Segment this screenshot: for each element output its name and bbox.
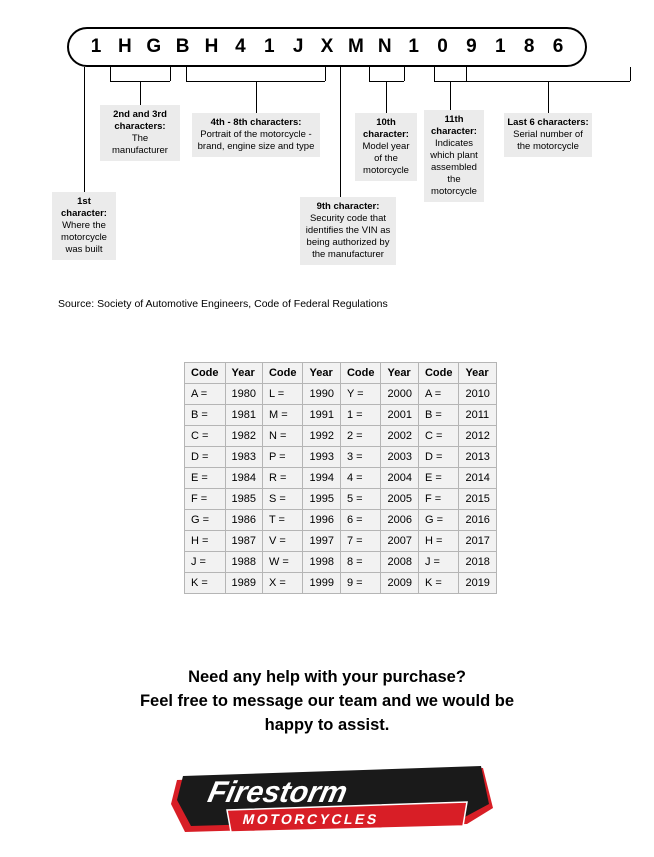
logo-brand-text: Firestorm [205, 776, 351, 809]
leader-tick [404, 67, 405, 81]
vin-character: 4 [235, 36, 246, 57]
cell-code: 1 = [340, 405, 381, 426]
leader-drop [340, 81, 341, 197]
vin-diagram [0, 0, 654, 300]
cell-code: X = [262, 573, 303, 594]
cell-year: 1986 [225, 510, 262, 531]
cell-year: 2011 [459, 405, 496, 426]
callout-first-character [52, 192, 116, 260]
column-header: Code [340, 363, 381, 384]
cell-code: P = [262, 447, 303, 468]
cell-year: 2007 [381, 531, 418, 552]
cell-year: 1992 [303, 426, 340, 447]
callout-title: 10th character: [363, 117, 409, 140]
table-row [185, 468, 497, 489]
leader-tick [170, 67, 171, 81]
vin-character: N [377, 36, 392, 57]
cell-year: 1982 [225, 426, 262, 447]
callout-body: Indicates which plant assembled the motorcycle [430, 138, 478, 197]
cell-year: 2005 [381, 489, 418, 510]
callout-eleventh-character [424, 110, 484, 202]
cell-code: 3 = [340, 447, 381, 468]
cell-code: D = [418, 447, 459, 468]
table-row [185, 489, 497, 510]
cell-code: J = [185, 552, 226, 573]
callout-ninth-character [300, 197, 396, 265]
cell-year: 1998 [303, 552, 340, 573]
cell-year: 2010 [459, 384, 496, 405]
firestorm-motorcycles-logo [167, 762, 497, 840]
cell-code: B = [185, 405, 226, 426]
cell-year: 1984 [225, 468, 262, 489]
callout-last-six-characters [504, 113, 592, 157]
column-header: Year [381, 363, 418, 384]
callout-title: 11th character: [431, 114, 477, 137]
cell-code: V = [262, 531, 303, 552]
cell-code: 2 = [340, 426, 381, 447]
cell-year: 2004 [381, 468, 418, 489]
cell-code: J = [418, 552, 459, 573]
help-line-2: Feel free to message our team and we would be [139, 692, 515, 710]
vin-character: M [347, 36, 364, 57]
table-header-row [185, 363, 497, 384]
cell-year: 2017 [459, 531, 496, 552]
cell-code: M = [262, 405, 303, 426]
cell-year: 1987 [225, 531, 262, 552]
leader-drop [450, 81, 451, 110]
column-header: Code [418, 363, 459, 384]
column-header: Code [262, 363, 303, 384]
column-header: Year [225, 363, 262, 384]
table-row [185, 405, 497, 426]
cell-year: 2015 [459, 489, 496, 510]
cell-year: 2019 [459, 573, 496, 594]
cell-year: 2009 [381, 573, 418, 594]
cell-code: 5 = [340, 489, 381, 510]
vin-character: H [204, 36, 219, 57]
leader-tick [84, 67, 85, 81]
cell-code: D = [185, 447, 226, 468]
cell-code: 7 = [340, 531, 381, 552]
cell-code: K = [418, 573, 459, 594]
cell-year: 1988 [225, 552, 262, 573]
callout-title: 1st character: [61, 196, 107, 219]
cell-year: 2013 [459, 447, 496, 468]
model-year-code-table [184, 362, 497, 594]
cell-code: A = [418, 384, 459, 405]
cell-code: 6 = [340, 510, 381, 531]
cell-year: 1981 [225, 405, 262, 426]
callout-body: Portrait of the motorcycle - brand, engine size and type [197, 129, 315, 152]
leader-drop [140, 81, 141, 105]
cell-year: 1996 [303, 510, 340, 531]
table-row [185, 447, 497, 468]
cell-code: E = [418, 468, 459, 489]
vin-character: H [118, 36, 132, 57]
cell-code: B = [418, 405, 459, 426]
column-header: Code [185, 363, 226, 384]
cell-code: T = [262, 510, 303, 531]
vin-character: 1 [263, 36, 275, 57]
leader-tick [110, 67, 111, 81]
vin-character: 8 [523, 36, 535, 57]
cell-year: 1990 [303, 384, 340, 405]
cell-code: R = [262, 468, 303, 489]
cell-code: Y = [340, 384, 381, 405]
cell-code: C = [418, 426, 459, 447]
leader-tick [630, 67, 631, 81]
leader-tick [325, 67, 326, 81]
cell-year: 2008 [381, 552, 418, 573]
callout-fourth-eighth-characters [192, 113, 320, 157]
cell-code: 9 = [340, 573, 381, 594]
leader-drop [84, 81, 85, 192]
cell-code: S = [262, 489, 303, 510]
cell-year: 2002 [381, 426, 418, 447]
table-row [185, 384, 497, 405]
leader-tick [340, 67, 341, 81]
leader-drop [386, 81, 387, 113]
callout-body: Where the motorcycle was built [61, 220, 107, 255]
source-note: Source: Society of Automotive Engineers, Code of Federal Regulations [58, 298, 388, 310]
vin-character: X [320, 36, 334, 57]
help-line-3: happy to assist. [264, 716, 390, 734]
logo-graphic [167, 762, 497, 840]
cell-code: W = [262, 552, 303, 573]
table-row [185, 573, 497, 594]
vin-character: 1 [494, 36, 506, 57]
cell-year: 1994 [303, 468, 340, 489]
cell-year: 2016 [459, 510, 496, 531]
table-row [185, 426, 497, 447]
cell-code: G = [418, 510, 459, 531]
leader-drop [256, 81, 257, 113]
cell-code: G = [185, 510, 226, 531]
cell-code: H = [418, 531, 459, 552]
leader-tick [466, 67, 467, 81]
cell-year: 1999 [303, 573, 340, 594]
cell-year: 1983 [225, 447, 262, 468]
callout-title: 2nd and 3rd characters: [113, 109, 167, 132]
cell-year: 2006 [381, 510, 418, 531]
callout-title: 4th - 8th characters: [210, 117, 302, 128]
vin-character: B [175, 36, 190, 57]
callout-second-third-characters [100, 105, 180, 161]
cell-code: K = [185, 573, 226, 594]
cell-code: C = [185, 426, 226, 447]
cell-year: 1989 [225, 573, 262, 594]
callout-tenth-character [355, 113, 417, 181]
cell-year: 2018 [459, 552, 496, 573]
cell-code: A = [185, 384, 226, 405]
leader-tick [369, 67, 370, 81]
vin-character: J [292, 36, 304, 57]
table-row [185, 531, 497, 552]
help-message [0, 665, 654, 737]
help-line-1: Need any help with your purchase? [188, 668, 466, 686]
cell-year: 2012 [459, 426, 496, 447]
vin-character: 1 [408, 36, 419, 57]
cell-year: 1997 [303, 531, 340, 552]
cell-year: 1993 [303, 447, 340, 468]
cell-year: 1985 [225, 489, 262, 510]
callout-body: The manufacturer [112, 133, 168, 156]
cell-year: 1980 [225, 384, 262, 405]
cell-year: 1991 [303, 405, 340, 426]
vin-character: G [146, 36, 162, 57]
cell-year: 1995 [303, 489, 340, 510]
cell-year: 2003 [381, 447, 418, 468]
callout-title: 9th character: [316, 201, 380, 212]
cell-year: 2001 [381, 405, 418, 426]
leader-tick [434, 67, 435, 81]
cell-code: E = [185, 468, 226, 489]
logo-subtitle-text: MOTORCYCLES [241, 811, 381, 827]
leader-drop [548, 81, 549, 113]
vin-character: 1 [90, 36, 102, 57]
callout-title: Last 6 characters: [507, 117, 589, 128]
vin-character: 0 [437, 36, 448, 57]
cell-code: H = [185, 531, 226, 552]
cell-year: 2000 [381, 384, 418, 405]
callout-body: Security code that identifies the VIN as being authorized by the manufacturer [305, 213, 391, 260]
cell-code: L = [262, 384, 303, 405]
column-header: Year [459, 363, 496, 384]
vin-character: 6 [552, 36, 564, 57]
table-row [185, 510, 497, 531]
vin-character: 9 [466, 36, 477, 57]
column-header: Year [303, 363, 340, 384]
cell-code: F = [418, 489, 459, 510]
vin-number-bar [67, 27, 587, 67]
leader-tick [186, 67, 187, 81]
callout-body: Serial number of the motorcycle [513, 129, 583, 152]
cell-year: 2014 [459, 468, 496, 489]
cell-code: F = [185, 489, 226, 510]
cell-code: 4 = [340, 468, 381, 489]
cell-code: 8 = [340, 552, 381, 573]
cell-code: N = [262, 426, 303, 447]
callout-body: Model year of the motorcycle [362, 141, 410, 176]
table-row [185, 552, 497, 573]
